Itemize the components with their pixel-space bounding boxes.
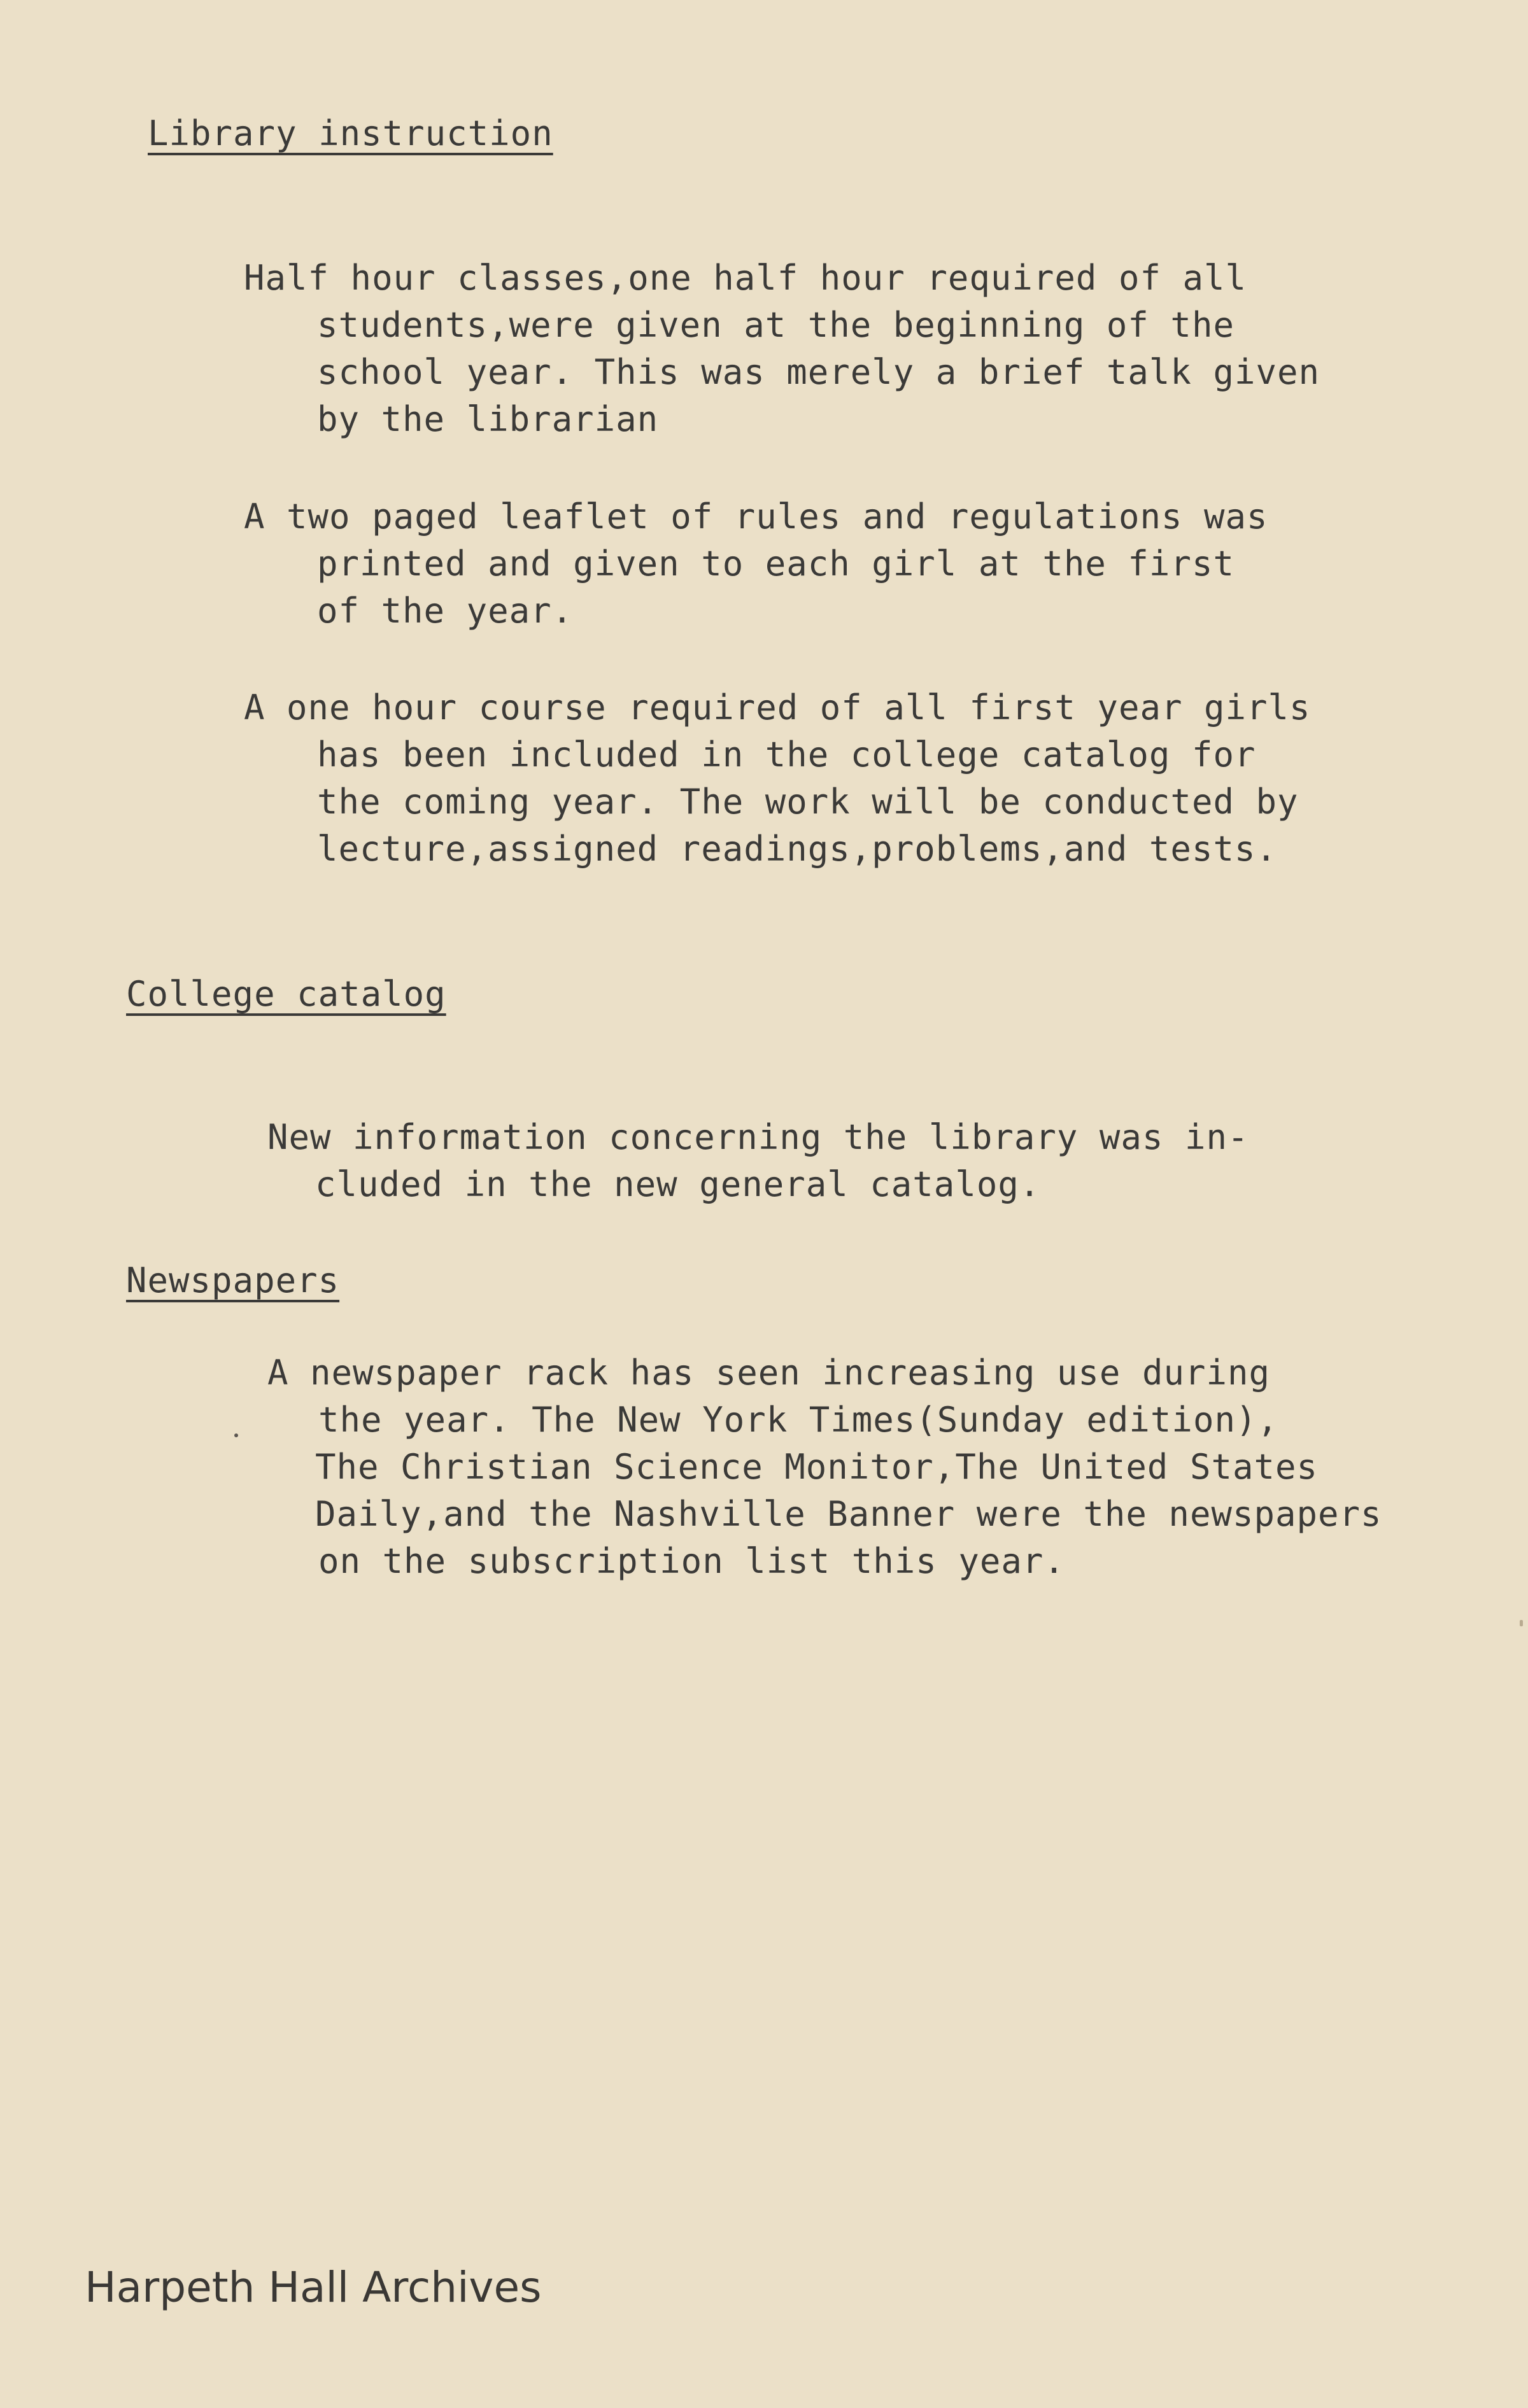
paragraph-half-hour-classes (244, 255, 1320, 443)
text-line: printed and given to each girl at the first (317, 544, 1234, 584)
paragraph-newspaper-rack (267, 1349, 1382, 1585)
text-line: Daily,and the Nashville Banner were the newspapers (315, 1494, 1382, 1534)
section-heading-library-instruction: Library instruction (148, 113, 553, 153)
text-line: lecture,assigned readings,problems,and tests. (317, 829, 1277, 869)
text-line: school year. This was merely a brief talk given (317, 352, 1320, 392)
text-line: students,were given at the beginning of the (317, 305, 1234, 345)
paper-blemish (1520, 1620, 1523, 1626)
archive-watermark: Harpeth Hall Archives (85, 2263, 542, 2312)
text-line: Half hour classes,one half hour required of all (244, 258, 1247, 298)
section-heading-college-catalog: College catalog (126, 974, 446, 1014)
section-heading-newspapers: Newspapers (126, 1260, 340, 1300)
text-line: of the year. (317, 591, 574, 631)
paragraph-leaflet-of-rules (244, 493, 1268, 635)
text-line: cluded in the new general catalog. (315, 1164, 1041, 1204)
text-line: on the subscription list this year. (318, 1541, 1065, 1581)
paragraph-new-information (267, 1114, 1249, 1208)
text-line: New information concerning the library was in- (267, 1117, 1249, 1157)
text-line: A newspaper rack has seen increasing use during (267, 1353, 1271, 1393)
paragraph-one-hour-course (244, 684, 1311, 873)
stray-ink-dot (234, 1433, 238, 1437)
text-line: has been included in the college catalog for (317, 735, 1256, 775)
text-line: The Christian Science Monitor,The United States (315, 1447, 1319, 1487)
text-line: A two paged leaflet of rules and regulations was (244, 496, 1268, 537)
text-line: the coming year. The work will be conducted by (317, 782, 1299, 822)
text-line: by the librarian (317, 399, 659, 439)
text-line: the year. The New York Times(Sunday edition), (318, 1400, 1278, 1440)
text-line: A one hour course required of all first year girls (244, 687, 1311, 728)
